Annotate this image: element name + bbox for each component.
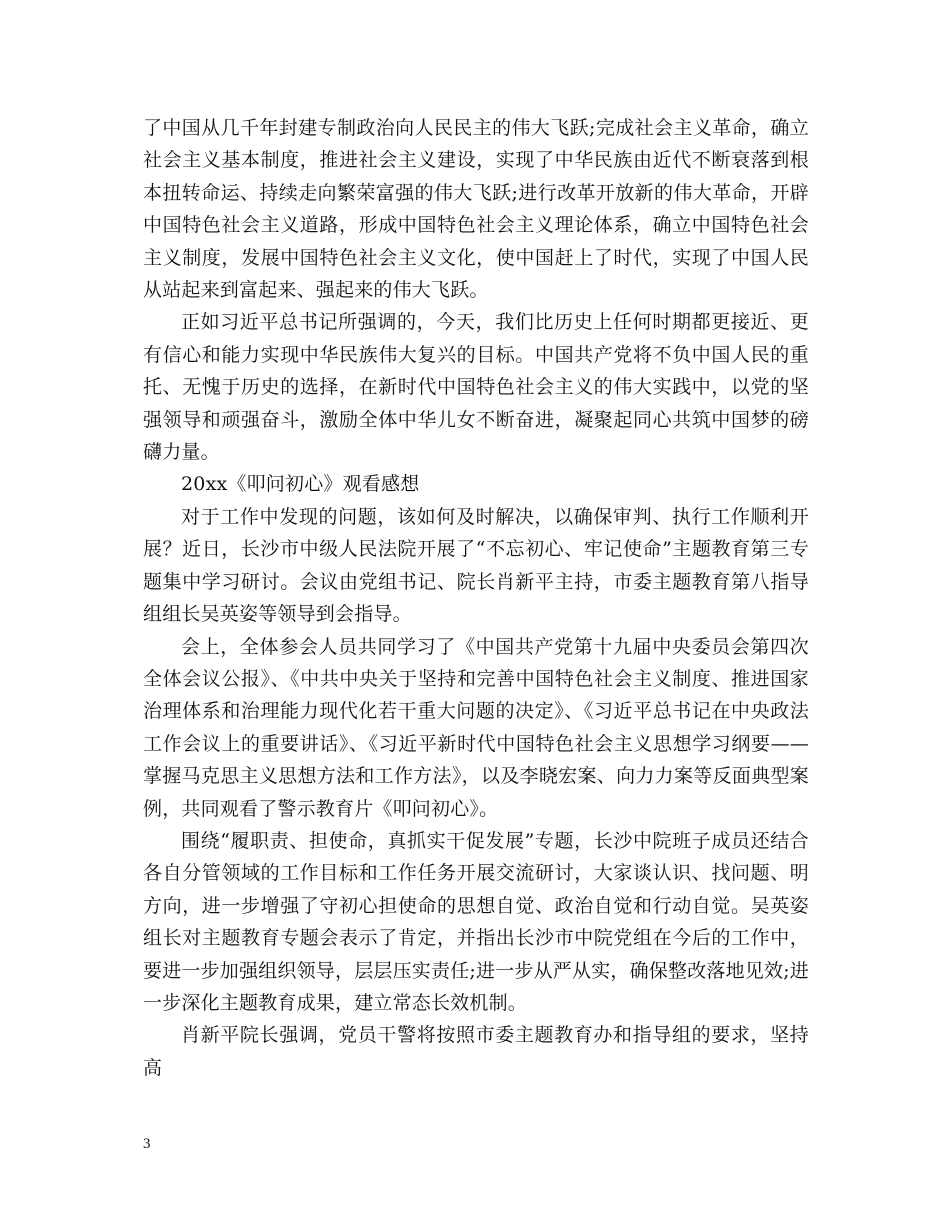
section-heading: 20xx《叩问初心》观看感想 — [181, 473, 420, 496]
paragraph: 正如习近平总书记所强调的，今天，我们比历史上任何时期都更接近、更有信心和能力实现中华民族伟大复兴的目标。中国共产党将不负中国人民的重托、无愧于历史的选择，在新时代中国特色社会主义的伟大实践中，以党的坚强领导和顽强奋斗，激励全体中华儿女不断奋进，凝聚起同心共筑中国梦的磅礴力量。 — [143, 311, 809, 464]
page-number: 3 — [143, 1136, 151, 1152]
paragraph: 肖新平院长强调，党员干警将按照市委主题教育办和指导组的要求，坚持高 — [143, 1024, 809, 1079]
document-body — [143, 112, 809, 1084]
paragraph: 会上，全体参会人员共同学习了《中国共产党第十九届中央委员会第四次全体会议公报》、《中共中央关于坚持和完善中国特色社会主义制度、推进国家治理体系和治理能力现代化若干重大问题的决定》、《习近平总书记在中央政法工作会议上的重要讲话》、《习近平新时代中国特色社会主义思想学习纲要——掌握马克思主义思想方法和工作方法》，以及李晓宏案、向力力案等反面典型案例，共同观看了警示教育片《叩问初心》。 — [143, 635, 809, 820]
paragraph: 对于工作中发现的问题，该如何及时解决，以确保审判、执行工作顺利开展？近日，长沙市中级人民法院开展了“不忘初心、牢记使命”主题教育第三专题集中学习研讨。会议由党组书记、院长肖新平主持，市委主题教育第八指导组组长吴英姿等领导到会指导。 — [143, 505, 809, 626]
paragraph-continuation: 了中国从几千年封建专制政治向人民民主的伟大飞跃;完成社会主义革命，确立社会主义基本制度，推进社会主义建设，实现了中华民族由近代不断衰落到根本扭转命运、持续走向繁荣富强的伟大飞跃;进行改革开放新的伟大革命，开辟中国特色社会主义道路，形成中国特色社会主义理论体系，确立中国特色社会主义制度，发展中国特色社会主义文化，使中国赶上了时代，实现了中国人民从站起来到富起来、强起来的伟大飞跃。 — [143, 117, 809, 302]
paragraph: 围绕“履职责、担使命，真抓实干促发展”专题，长沙中院班子成员还结合各自分管领域的工作目标和工作任务开展交流研讨，大家谈认识、找问题、明方向，进一步增强了守初心担使命的思想自觉、政治自觉和行动自觉。吴英姿组长对主题教育专题会表示了肯定，并指出长沙市中院党组在今后的工作中，要进一步加强组织领导，层层压实责任;进一步从严从实，确保整改落地见效;进一步深化主题教育成果，建立常态长效机制。 — [143, 829, 810, 1014]
